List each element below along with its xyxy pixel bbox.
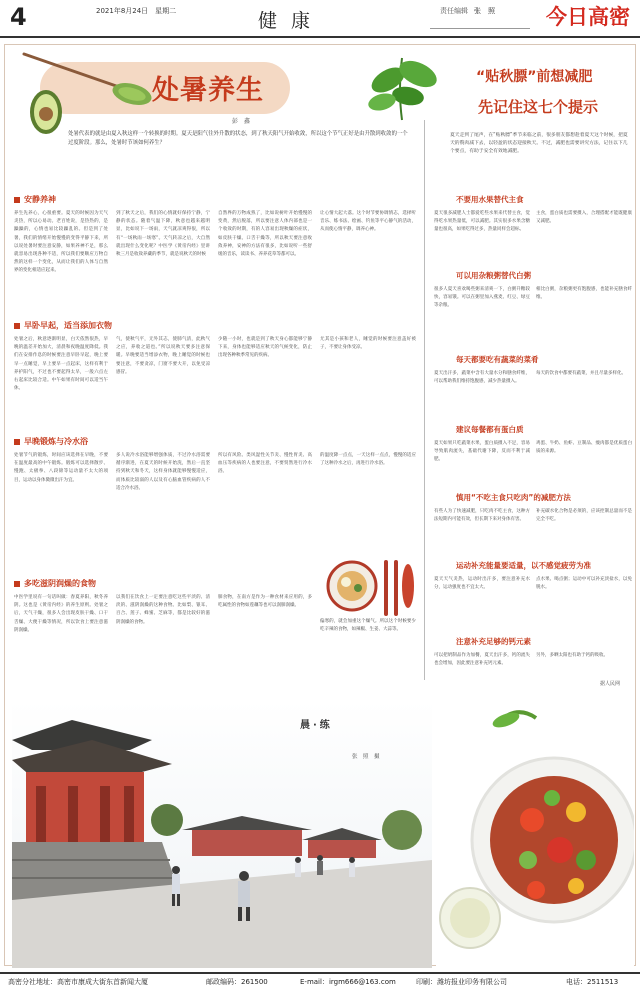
section-4-col-2: 以我们在饮食上一定要注意吃这些平淡的、清淡的、滋阴润燥的这种食物。比如梨、银耳、百合、莲子、蜂蜜、芝麻等，都是比较好的滋阴润燥的食物。 xyxy=(116,595,210,625)
section-3-col-3: 所以有风险。类风湿性关节炎、慢性胃炎、高血压等疾病的人也要注意，不要贸然进行冷水浴。 xyxy=(218,453,312,475)
vegetable-dish-photo xyxy=(436,700,634,968)
tip-heading-7: 注意补充足够的钙元素 xyxy=(456,637,531,646)
tip-7-col-1: 可以把奶制品作为加餐，夏天出汗多，钙的流失也会增加，因此要注意补充钙元素。 xyxy=(434,653,530,667)
tip-3-col-2: 每天的饮食中都要有蔬菜，并且尽量多样化。 xyxy=(536,371,626,376)
section-4-col-3: 肺食物，在南方是作为一种食材来应用的，多吃属性的食物如莲藕等也可以润肺润燥。 xyxy=(218,595,312,609)
section-heading-4: 多吃滋阴润燥的食物 xyxy=(14,578,96,589)
section-heading-3: 早晚锻炼与冷水浴 xyxy=(14,436,88,447)
main-author: 彭 鑫 xyxy=(232,118,251,125)
tip-heading-3: 每天都要吃有蔬菜的菜肴 xyxy=(456,355,539,364)
tip-5-col-1: 有些人为了快速减肥，只吃肉不吃主食，这种方法短期内可能有效，但长期下来对身体有害。 xyxy=(434,509,530,523)
footer-postcode: 邮政编码：261500 xyxy=(206,978,268,986)
bowl-chopsticks-illustration xyxy=(318,556,416,618)
tip-heading-4: 建议每餐都有蛋白质 xyxy=(456,425,524,434)
section-1-col-4: 让心情大起大落。这个时节要协调情志，选择听音乐、练书法、绘画、钓鱼等平心静气的活动，从而使心情平静，调养心神。 xyxy=(320,211,416,233)
column-divider xyxy=(424,120,425,680)
newspaper-logo: 今日高密 xyxy=(546,4,630,29)
photo-title: 晨·练 xyxy=(300,720,333,731)
section-heading-1: 安静养神 xyxy=(14,194,56,205)
right-title-line2: 先记住这七个提示 xyxy=(478,98,599,116)
editor-label: 责任编辑 xyxy=(440,7,468,15)
tip-4-col-1: 夏天如果只吃蔬菜水果，蛋白质摄入不足，容易导致肌肉流失，基础代谢下降，反而不利于减肥。 xyxy=(434,441,530,463)
section-4-col-1: 中医学里说有一句话叫做：春夏养阳，秋冬养阴。这也是《黄帝内经》的养生原则。处暑之后，天气干燥，很多人会出现皮肤干燥、口干舌燥、大便干燥等情况，所以饮食上要注意滋阴润燥。 xyxy=(14,595,108,633)
tip-heading-6: 运动补充能量要适量，以不感觉疲劳为准 xyxy=(456,561,591,570)
section-3-col-4: 的温度降一点点，一天这样一点点，慢慢的适应了这种冷水之后，再进行冷水浴。 xyxy=(320,453,416,467)
footer-phone: 电话：2511513 xyxy=(566,978,619,986)
footer-printer: 印刷：潍坊报业印务有限公司 xyxy=(416,978,507,986)
section-heading-2: 早卧早起，适当添加衣物 xyxy=(14,320,112,331)
photo-credit: 张 照 摄 xyxy=(352,754,380,760)
tip-1-col-2: 主食，蛋白质也需要摄入，合理搭配才能既健康又减肥。 xyxy=(536,211,632,225)
main-title: 处暑养生 xyxy=(152,75,264,106)
section-2-col-3: 少随一小时，也就是到了秋天身心都能够宁静下来，身体也能够适应秋天的气候变化，防止出现各种秋季常见的疾病。 xyxy=(218,337,312,359)
tip-5-col-2: 补充碳水化合物是必须的，应该控制总量而不是完全不吃。 xyxy=(536,509,632,523)
page-header xyxy=(0,0,640,38)
right-lede: 夏天走到了尾声，在“贴秋膘”季节来临之前，很多朋友都想趁着夏天这个时候，把夏天的赘肉减下去，以轻盈的状态迎接秋天。不过，减肥也需要讲究方法，记住以下几个要点，有助于安全有效地减肥。 xyxy=(450,133,628,154)
section-name: 健康 xyxy=(258,10,325,32)
section-1-col-1: 养生先养心，心很重要。夏天的时候因为天气炎热，所以心易动。老百姓说，是热热的，是躁躁的，心情也易比较躁乱的。但是到了处暑，我们的情绪开始慢慢的变得平静下来，所以说处暑时要注意安静，如果养神不足，那么就容易出现各种不适，所以我们要顺应万物自然的这样一个变化，从而让我们的人体与自然界的变化相适应起来。 xyxy=(14,211,108,274)
main-lede: 处暑代表的就是由夏入秋这样一个转换的时期。夏天是阳气往外升散的状态，到了秋天阳气开始收敛，所以这个节气正好是由升散到收敛的一个过度阶段。那么，处暑时节该如何养生？ xyxy=(68,131,408,146)
tip-heading-5: 慎用“不吃主食只吃肉”的减肥方法 xyxy=(456,493,571,502)
page-number: 4 xyxy=(10,3,27,31)
tip-2-col-1: 很多人夏天喜欢喝些粥来清爽一下，白粥升糖较快，容易饿。可以在粥里加入燕麦、红豆、绿豆等杂粮。 xyxy=(434,287,530,309)
right-title-line1: “贴秋膘”前想减肥 xyxy=(476,69,593,85)
editor-name: 张 照 xyxy=(474,7,495,15)
tip-4-col-2: 鸡蛋、牛奶、鱼虾、豆制品、瘦肉都是优质蛋白质的来源。 xyxy=(536,441,632,455)
section-4-col-4: 偏寒的，就会加重这个燥气。所以这个时候要少吃辛辣的食物，如辣椒、生姜、大蒜等。 xyxy=(320,619,416,633)
section-3-col-2: 多人说冷水浴能够增强体质，不过冷水浴需要循序渐进，在夏天的时候开始洗，然后一直坚持到秋天和冬天，这样身体就能够慢慢适应，而体质比较弱的人以及有心脑血管疾病的人不适合冷水浴。 xyxy=(116,453,210,491)
section-2-col-1: 处暑之后，秋意逐渐明显，白天依然很热，早晚的温差开始加大，清晨和夜晚温度降低。我们在安排作息的时候要注意早卧早起，晚上要早一点睡觉，早上要早一点起床，这样有利于养护阳气，不过也不要起得太早，一般六点左右起床比较合适。中午如果有时间可以适当午休。 xyxy=(14,337,108,392)
tip-7-col-2: 另外，多晒太阳也有助于钙的吸收。 xyxy=(536,653,608,658)
issue-date: 2021年8月24日 星期二 xyxy=(96,7,177,15)
section-3-col-1: 处暑节气的锻炼，时间应该选择在早晚，不要在温度最高的中午锻炼。锻炼可以选择散步、慢跑、太极拳、八段锦等运动量不太大的项目，运动以身体微微出汗为宜。 xyxy=(14,453,108,483)
footer-email: E-mail：irgm666@163.com xyxy=(300,978,396,986)
tip-3-col-1: 夏天出汗多，蔬菜中含有大量水分和膳食纤维，可以帮助我们维持饱腹感，减少热量摄入。 xyxy=(434,371,530,385)
tip-heading-2: 可以用杂粮粥替代白粥 xyxy=(456,271,531,280)
tip-6-col-2: 点水果、喝点粥；运动中可以补充淡盐水，以免脱水。 xyxy=(536,577,632,591)
morning-exercise-photo xyxy=(12,700,432,968)
tip-2-col-2: 相比白粥，杂粮粥更有饱腹感，也能补充膳食纤维。 xyxy=(536,287,632,301)
tip-1-col-1: 夏天很多减肥人士都爱吃些水果来代替主食，觉得吃水果热量低，可以减肥。其实很多水果含糖量也很高，如果吃得过多，热量同样会超标。 xyxy=(434,211,530,233)
footer-address: 高密分社地址：高密市康成大街东首新闻大厦 xyxy=(8,978,148,986)
section-2-col-4: 尤其是小孩和老人，睡觉的时候要注意盖好被子，不要让身体受凉。 xyxy=(320,337,416,351)
section-2-col-2: 气，使秋气平，无外其志，使肺气清，此秋气之应，养收之道也。”所以说秋天要多注意保暖。早晚要适当增添衣物，晚上睡觉的时候也要注意，不要贪凉，门窗不要大开，以免受凉感冒。 xyxy=(116,337,210,375)
header-border-right xyxy=(430,28,530,29)
tip-6-col-1: 夏天天气炎热，运动时出汗多，要注意补充水分，运动强度也不宜太大。 xyxy=(434,577,530,591)
section-1-col-2: 到了秋天之后，我们的心情就好保持宁静，宁静的状态。随着气温下降，秋意也越来越明显，比如说下一场雨，天气就凉爽得很，所以有“一场秋雨一场寒”。天气转凉之后，大自然就出现什么变化呢？中医学《黄帝内经》里讲秋三月是收敛养藏的季节，就是说秋天的时候 xyxy=(116,211,210,258)
tip-heading-1: 不要用水果替代主食 xyxy=(456,195,524,204)
spoon-avocado-illustration xyxy=(14,44,154,136)
tip-source: 据人民网 xyxy=(600,681,621,687)
section-1-col-3: 自然界的万物成熟了，比如说树叶开始慢慢的变黄，然后脱落，所以要注意人体内部也是一个收敛的时期，有的人容易出现秋燥的症状，如皮肤干燥、口舌干燥等，所以秋天要注意收敛养神，安神的方法有很多，比如说听一些舒缓的音乐，读读书、养养花草等都可以。 xyxy=(218,211,312,258)
editor-credit xyxy=(440,6,495,16)
leaf-illustration xyxy=(358,50,446,122)
page-footer xyxy=(0,972,640,990)
